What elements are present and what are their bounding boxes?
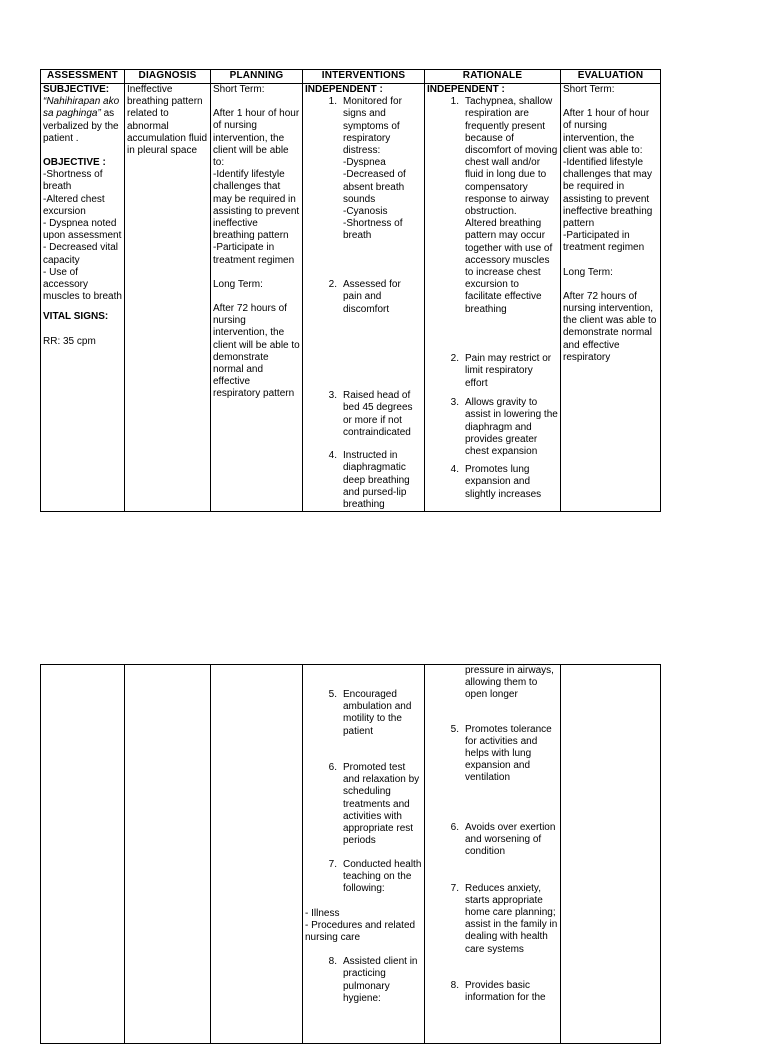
assessment-cell-empty	[41, 665, 125, 1044]
objective-list: -Shortness of breath -Altered chest excursion - Dyspnea noted upon assessment - Decreased vital capacity - Use of accessory muscles to breath	[43, 169, 122, 303]
interventions-cell-continued	[303, 665, 425, 1044]
list-item: 4. Instructed in diaphragmatic deep breathing and pursed-lip breathing	[328, 450, 410, 511]
care-plan-table-page-2	[40, 664, 661, 1044]
patient-quote: “Nahihirapan ako sa paghinga”	[43, 96, 120, 120]
list-item: 1. Tachypnea, shallow respiration are frequently present because of discomfort of moving chest wall and/or fluid in long due to compensatory response to airway obstruction. Altered breathing pattern may occur together with use of accessory muscles to increase chest excursion to facilitate effective breathing	[450, 96, 558, 315]
respiratory-rate: RR: 35 cpm	[43, 335, 96, 347]
assessment-cell	[41, 84, 125, 512]
header-assessment: ASSESSMENT	[41, 70, 125, 84]
diagnosis-cell-empty	[125, 665, 211, 1044]
diagnosis-cell	[125, 84, 211, 512]
rationale-list-continued	[427, 724, 558, 1004]
rationale-4-continuation: pressure in airways, allowing them to open longer	[465, 665, 554, 701]
objective-label: OBJECTIVE :	[43, 157, 106, 169]
header-diagnosis: DIAGNOSIS	[125, 70, 211, 84]
interventions-independent-label: INDEPENDENT :	[305, 84, 383, 95]
interventions-list-continued	[305, 689, 422, 896]
list-item: 3. Allows gravity to assist in lowering the diaphragm and provides greater chest expansion	[450, 397, 558, 458]
list-item: 8. Provides basic information for the	[450, 979, 546, 1003]
interventions-cell	[303, 84, 425, 512]
subjective-text	[43, 96, 122, 145]
list-item: 7. Conducted health teaching on the following:	[328, 859, 422, 895]
list-item: 5. Encouraged ambulation and motility to the patient	[328, 689, 412, 737]
evaluation-long-label: Long Term:	[563, 266, 613, 278]
header-row	[41, 70, 661, 84]
header-evaluation: EVALUATION	[561, 70, 661, 84]
list-item: 5. Promotes tolerance for activities and helps with lung expansion and ventilation	[450, 723, 552, 784]
header-rationale: RATIONALE	[425, 70, 561, 84]
list-item: 2. Assessed for pain and discomfort	[328, 279, 401, 315]
planning-cell	[211, 84, 303, 512]
subjective-label: SUBJECTIVE:	[43, 84, 110, 95]
quote-suffix: as verbalized by the patient .	[43, 108, 119, 144]
list-item: 8. Assisted client in practicing pulmonary hygiene:	[328, 956, 418, 1004]
list-item: 6. Avoids over exertion and worsening of condition	[450, 821, 556, 858]
planning-long-text: After 72 hours of nursing intervention, the client will be able to demonstrate normal and effective respiratory pattern	[213, 303, 300, 400]
health-teaching-topics: - Illness - Procedures and related nursing care	[305, 907, 416, 944]
evaluation-short-label: Short Term:	[563, 84, 615, 95]
rationale-list	[427, 96, 558, 501]
header-interventions: INTERVENTIONS	[303, 70, 425, 84]
planning-long-label: Long Term:	[213, 278, 263, 290]
evaluation-long-text: After 72 hours of nursing intervention, the client was able to demonstrate normal and effective respiratory	[563, 290, 657, 363]
rationale-cell-continued	[425, 665, 561, 1044]
interventions-list	[305, 96, 422, 511]
diagnosis-text: Ineffective breathing pattern related to abnormal accumulation fluid in pleural space	[127, 84, 208, 157]
header-planning: PLANNING	[211, 70, 303, 84]
care-plan-table-page-1	[40, 69, 661, 512]
list-item: 4. Promotes lung expansion and slightly increases	[450, 464, 542, 500]
interventions-list-continued-2	[305, 956, 422, 1005]
list-item: 7. Reduces anxiety, starts appropriate home care planning; assist in the family in dealing with health care systems	[450, 882, 558, 955]
rationale-cell	[425, 84, 561, 512]
vital-signs-label: VITAL SIGNS:	[43, 311, 109, 323]
evaluation-cell-empty	[561, 665, 661, 1044]
content-row	[41, 84, 661, 512]
list-item: 2. Pain may restrict or limit respiratory effort	[450, 353, 552, 389]
rationale-independent-label: INDEPENDENT :	[427, 84, 505, 95]
list-item: 1. Monitored for signs and symptoms of respiratory distress: -Dyspnea -Decreased of absent breath sounds -Cyanosis -Shortness of breath	[328, 96, 406, 242]
planning-short-text: After 1 hour of hour of nursing intervention, the client will be able to: -Identify lifestyle challenges that may be required in assisting to prevent ineffective breathing pattern -Participate in treatment regimen	[213, 108, 300, 266]
continuation-row	[41, 665, 661, 1044]
list-item: 3. Raised head of bed 45 degrees or more if not contraindicated	[328, 390, 413, 438]
evaluation-cell	[561, 84, 661, 512]
list-item: 6. Promoted test and relaxation by scheduling treatments and activities with appropriate rest periods	[328, 762, 420, 847]
planning-cell-empty	[211, 665, 303, 1044]
planning-short-label: Short Term:	[213, 84, 265, 95]
evaluation-short-text: After 1 hour of hour of nursing intervention, the client was able to: -Identified lifestyle challenges that may be required in assisting to prevent ineffective breathing pattern -Participated in treatment regimen	[563, 108, 653, 254]
